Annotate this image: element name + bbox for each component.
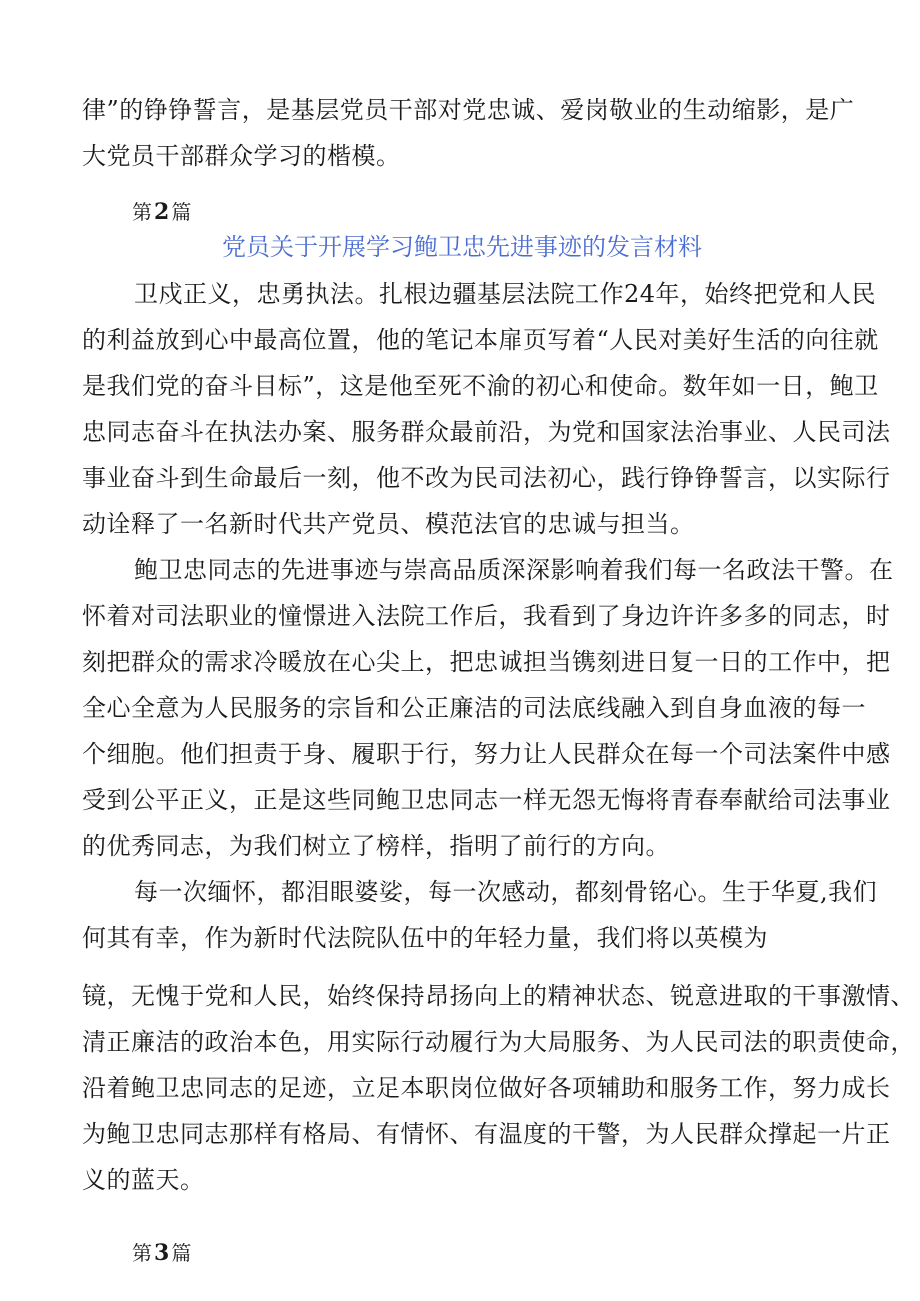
paragraph-line: 全心全意为人民服务的宗旨和公正廉洁的司法底线融入到自身血液的每一	[82, 694, 866, 722]
paragraph-line: 怀着对司法职业的憧憬进入法院工作后，我看到了身边许许多多的同志，时	[82, 602, 891, 630]
paragraph-line: 镜，无愧于党和人民，始终保持昂扬向上的精神状态、锐意进取的干事激情、	[82, 982, 915, 1010]
paragraph-line: 刻把群众的需求冷暖放在心尖上，把忠诚担当镌刻进日复一日的工作中，把	[82, 648, 891, 676]
section-suffix: 篇	[171, 1241, 192, 1265]
paragraph-line: 的利益放到心中最高位置，他的笔记本扉页写着“人民对美好生活的向往就	[82, 326, 879, 354]
article-title: 党员关于开展学习鲍卫忠先进事迹的发言材料	[222, 233, 702, 261]
paragraph-line: 忠同志奋斗在执法办案、服务群众最前沿，为党和国家法治事业、人民司法	[82, 418, 891, 446]
paragraph-line: 义的蓝天。	[82, 1166, 205, 1194]
section-prefix: 第	[132, 200, 152, 224]
paragraph-line: 何其有幸，作为新时代法院队伍中的年轻力量，我们将以英模为	[82, 924, 768, 952]
section-suffix: 篇	[171, 200, 192, 224]
paragraph-line: 律”的铮铮誓言，是基层党员干部对党忠诚、爱岗敬业的生动缩影，是广	[82, 96, 855, 124]
paragraph-line: 受到公平正义，正是这些同鲍卫忠同志一样无怨无悔将青春奉献给司法事业	[82, 786, 891, 814]
section-heading	[132, 198, 191, 226]
paragraph-line: 清正廉洁的政治本色，用实际行动履行为大局服务、为人民司法的职责使命，	[82, 1028, 915, 1056]
paragraph-line: 为鲍卫忠同志那样有格局、有情怀、有温度的干警，为人民群众撑起一片正	[82, 1120, 891, 1148]
paragraph-line: 鲍卫忠同志的先进事迹与崇高品质深深影响着我们每一名政法干警。在	[134, 556, 894, 584]
section-heading	[132, 1239, 191, 1267]
paragraph-line: 卫戍正义，忠勇执法。扎根边疆基层法院工作24年，始终把党和人民	[134, 280, 877, 308]
paragraph-line: 每一次缅怀，都泪眼婆娑，每一次感动，都刻骨铭心。生于华夏,我们	[134, 878, 878, 906]
paragraph-line: 个细胞。他们担责于身、履职于行，努力让人民群众在每一个司法案件中感	[82, 740, 891, 768]
section-number: 3	[154, 1240, 170, 1266]
paragraph-line: 大党员干部群众学习的楷模。	[82, 142, 401, 170]
paragraph-line: 事业奋斗到生命最后一刻，他不改为民司法初心，践行铮铮誓言，以实际行	[82, 464, 891, 492]
paragraph-line: 沿着鲍卫忠同志的足迹，立足本职岗位做好各项辅助和服务工作，努力成长	[82, 1074, 891, 1102]
paragraph-line: 的优秀同志，为我们树立了榜样，指明了前行的方向。	[82, 832, 670, 860]
section-prefix: 第	[132, 1241, 152, 1265]
section-number: 2	[154, 199, 170, 225]
paragraph-line: 动诠释了一名新时代共产党员、模范法官的忠诚与担当。	[82, 510, 695, 538]
paragraph-line: 是我们党的奋斗目标”，这是他至死不渝的初心和使命。数年如一日，鲍卫	[82, 372, 879, 400]
